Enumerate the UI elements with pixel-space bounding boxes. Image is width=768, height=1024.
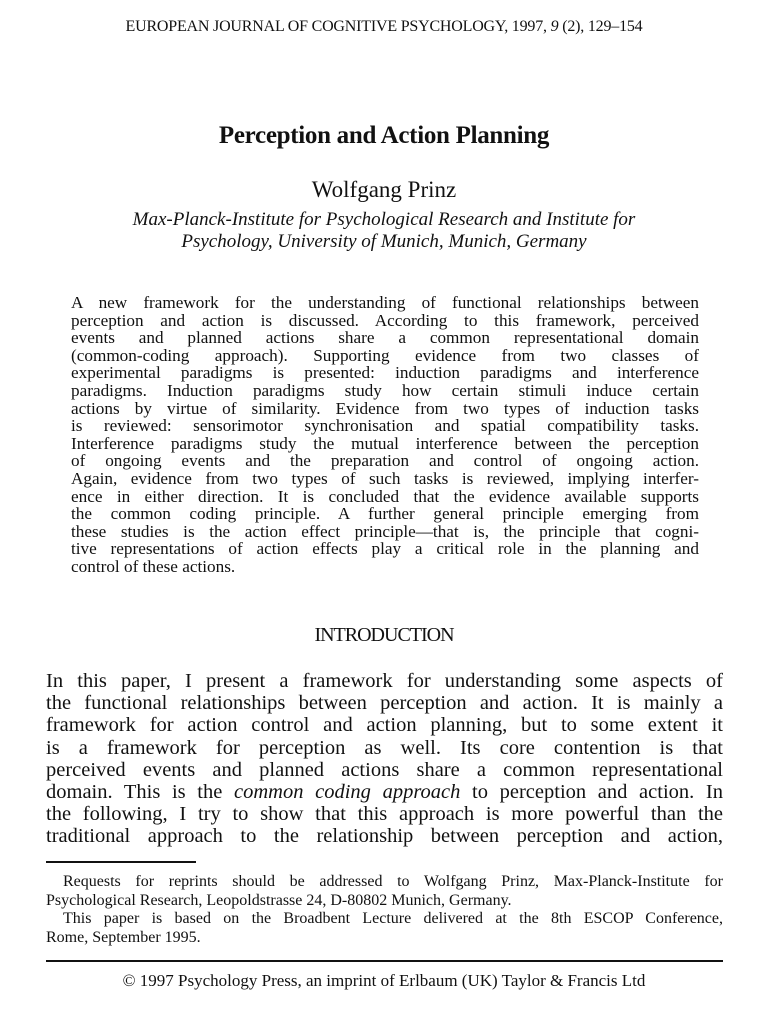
- abstract-line: these studies is the action effect principle—that is, the principle that cogni-: [71, 521, 699, 541]
- journal-volume: 9: [550, 18, 559, 35]
- footnote-line: Psychological Research, Leopoldstrasse 24, D-80802 Munich, Germany.: [46, 891, 512, 909]
- author-affiliation: [70, 209, 698, 253]
- journal-name: EUROPEAN JOURNAL OF COGNITIVE PSYCHOLOGY, 1997,: [125, 18, 551, 35]
- abstract-line: actions by virtue of similarity. Evidence from two types of induction tasks: [71, 398, 699, 418]
- section-heading: INTRODUCTION: [314, 624, 454, 646]
- abstract-line: (common-coding approach). Supporting evidence from two classes of: [71, 345, 699, 365]
- abstract-line: control of these actions.: [71, 556, 236, 576]
- abstract-line: events and planned actions share a common representational domain: [71, 328, 699, 348]
- emphasized-term: common coding approach: [234, 781, 461, 804]
- copyright-notice: © 1997 Psychology Press, an imprint of Erlbaum (UK) Taylor & Francis Ltd: [122, 971, 646, 990]
- body-line: is a framework for perception as well. Its core contention is that: [46, 736, 723, 759]
- body-text-run: to perception and action. In: [460, 781, 723, 804]
- journal-issue-pages: (2), 129–154: [558, 18, 643, 35]
- abstract-line: tive representations of action effects play a critical role in the planning and: [71, 539, 699, 559]
- abstract-line: perception and action is discussed. According to this framework, perceived: [71, 310, 699, 330]
- abstract-line: of ongoing events and the preparation and control of ongoing action.: [71, 451, 699, 471]
- article-title: Perception and Action Planning: [218, 122, 550, 149]
- footnote-line: This paper is based on the Broadbent Lecture delivered at the 8th ESCOP Conference,: [63, 910, 723, 927]
- body-line: In this paper, I present a framework for understanding some aspects of: [46, 670, 723, 692]
- body-line: [46, 781, 723, 803]
- introduction-paragraph: [46, 670, 723, 848]
- abstract-line: Interference paradigms study the mutual interference between the perception: [71, 433, 699, 453]
- affiliation-line: Psychology, University of Munich, Munich, Germany: [181, 231, 587, 252]
- body-line: perceived events and planned actions share a common representational: [46, 758, 723, 781]
- running-header: [0, 18, 768, 36]
- footnote-rule: [46, 861, 196, 863]
- footnotes: [46, 873, 723, 947]
- copyright-rule: [46, 960, 723, 962]
- body-line: the functional relationships between perception and action. It is mainly a: [46, 692, 723, 715]
- body-line: traditional approach to the relationship between perception and action,: [46, 825, 723, 848]
- abstract-line: experimental paradigms is presented: induction paradigms and interference: [71, 363, 699, 383]
- body-line: the following, I try to show that this approach is more powerful than the: [46, 803, 723, 826]
- abstract-line: is reviewed: sensorimotor synchronisation and spatial compatibility tasks.: [71, 416, 699, 436]
- abstract-line: ence in either direction. It is concluded that the evidence available supports: [71, 486, 699, 506]
- abstract-line: the common coding principle. A further general principle emerging from: [71, 504, 699, 524]
- abstract-line: Again, evidence from two types of such tasks is reviewed, implying interfer-: [71, 468, 699, 488]
- abstract-line: A new framework for the understanding of functional relationships between: [71, 293, 699, 312]
- author-name: Wolfgang Prinz: [311, 177, 457, 202]
- footnote-line: Requests for reprints should be addressed to Wolfgang Prinz, Max-Planck-Institute for: [63, 873, 723, 890]
- footnote-line: Rome, September 1995.: [46, 928, 201, 946]
- abstract-line: paradigms. Induction paradigms study how certain stimuli induce certain: [71, 380, 699, 400]
- body-line: framework for action control and action planning, but to some extent it: [46, 714, 723, 737]
- body-text-run: domain. This is the: [46, 781, 235, 804]
- abstract: [71, 294, 699, 576]
- affiliation-line: Max-Planck-Institute for Psychological Research and Institute for: [132, 209, 636, 230]
